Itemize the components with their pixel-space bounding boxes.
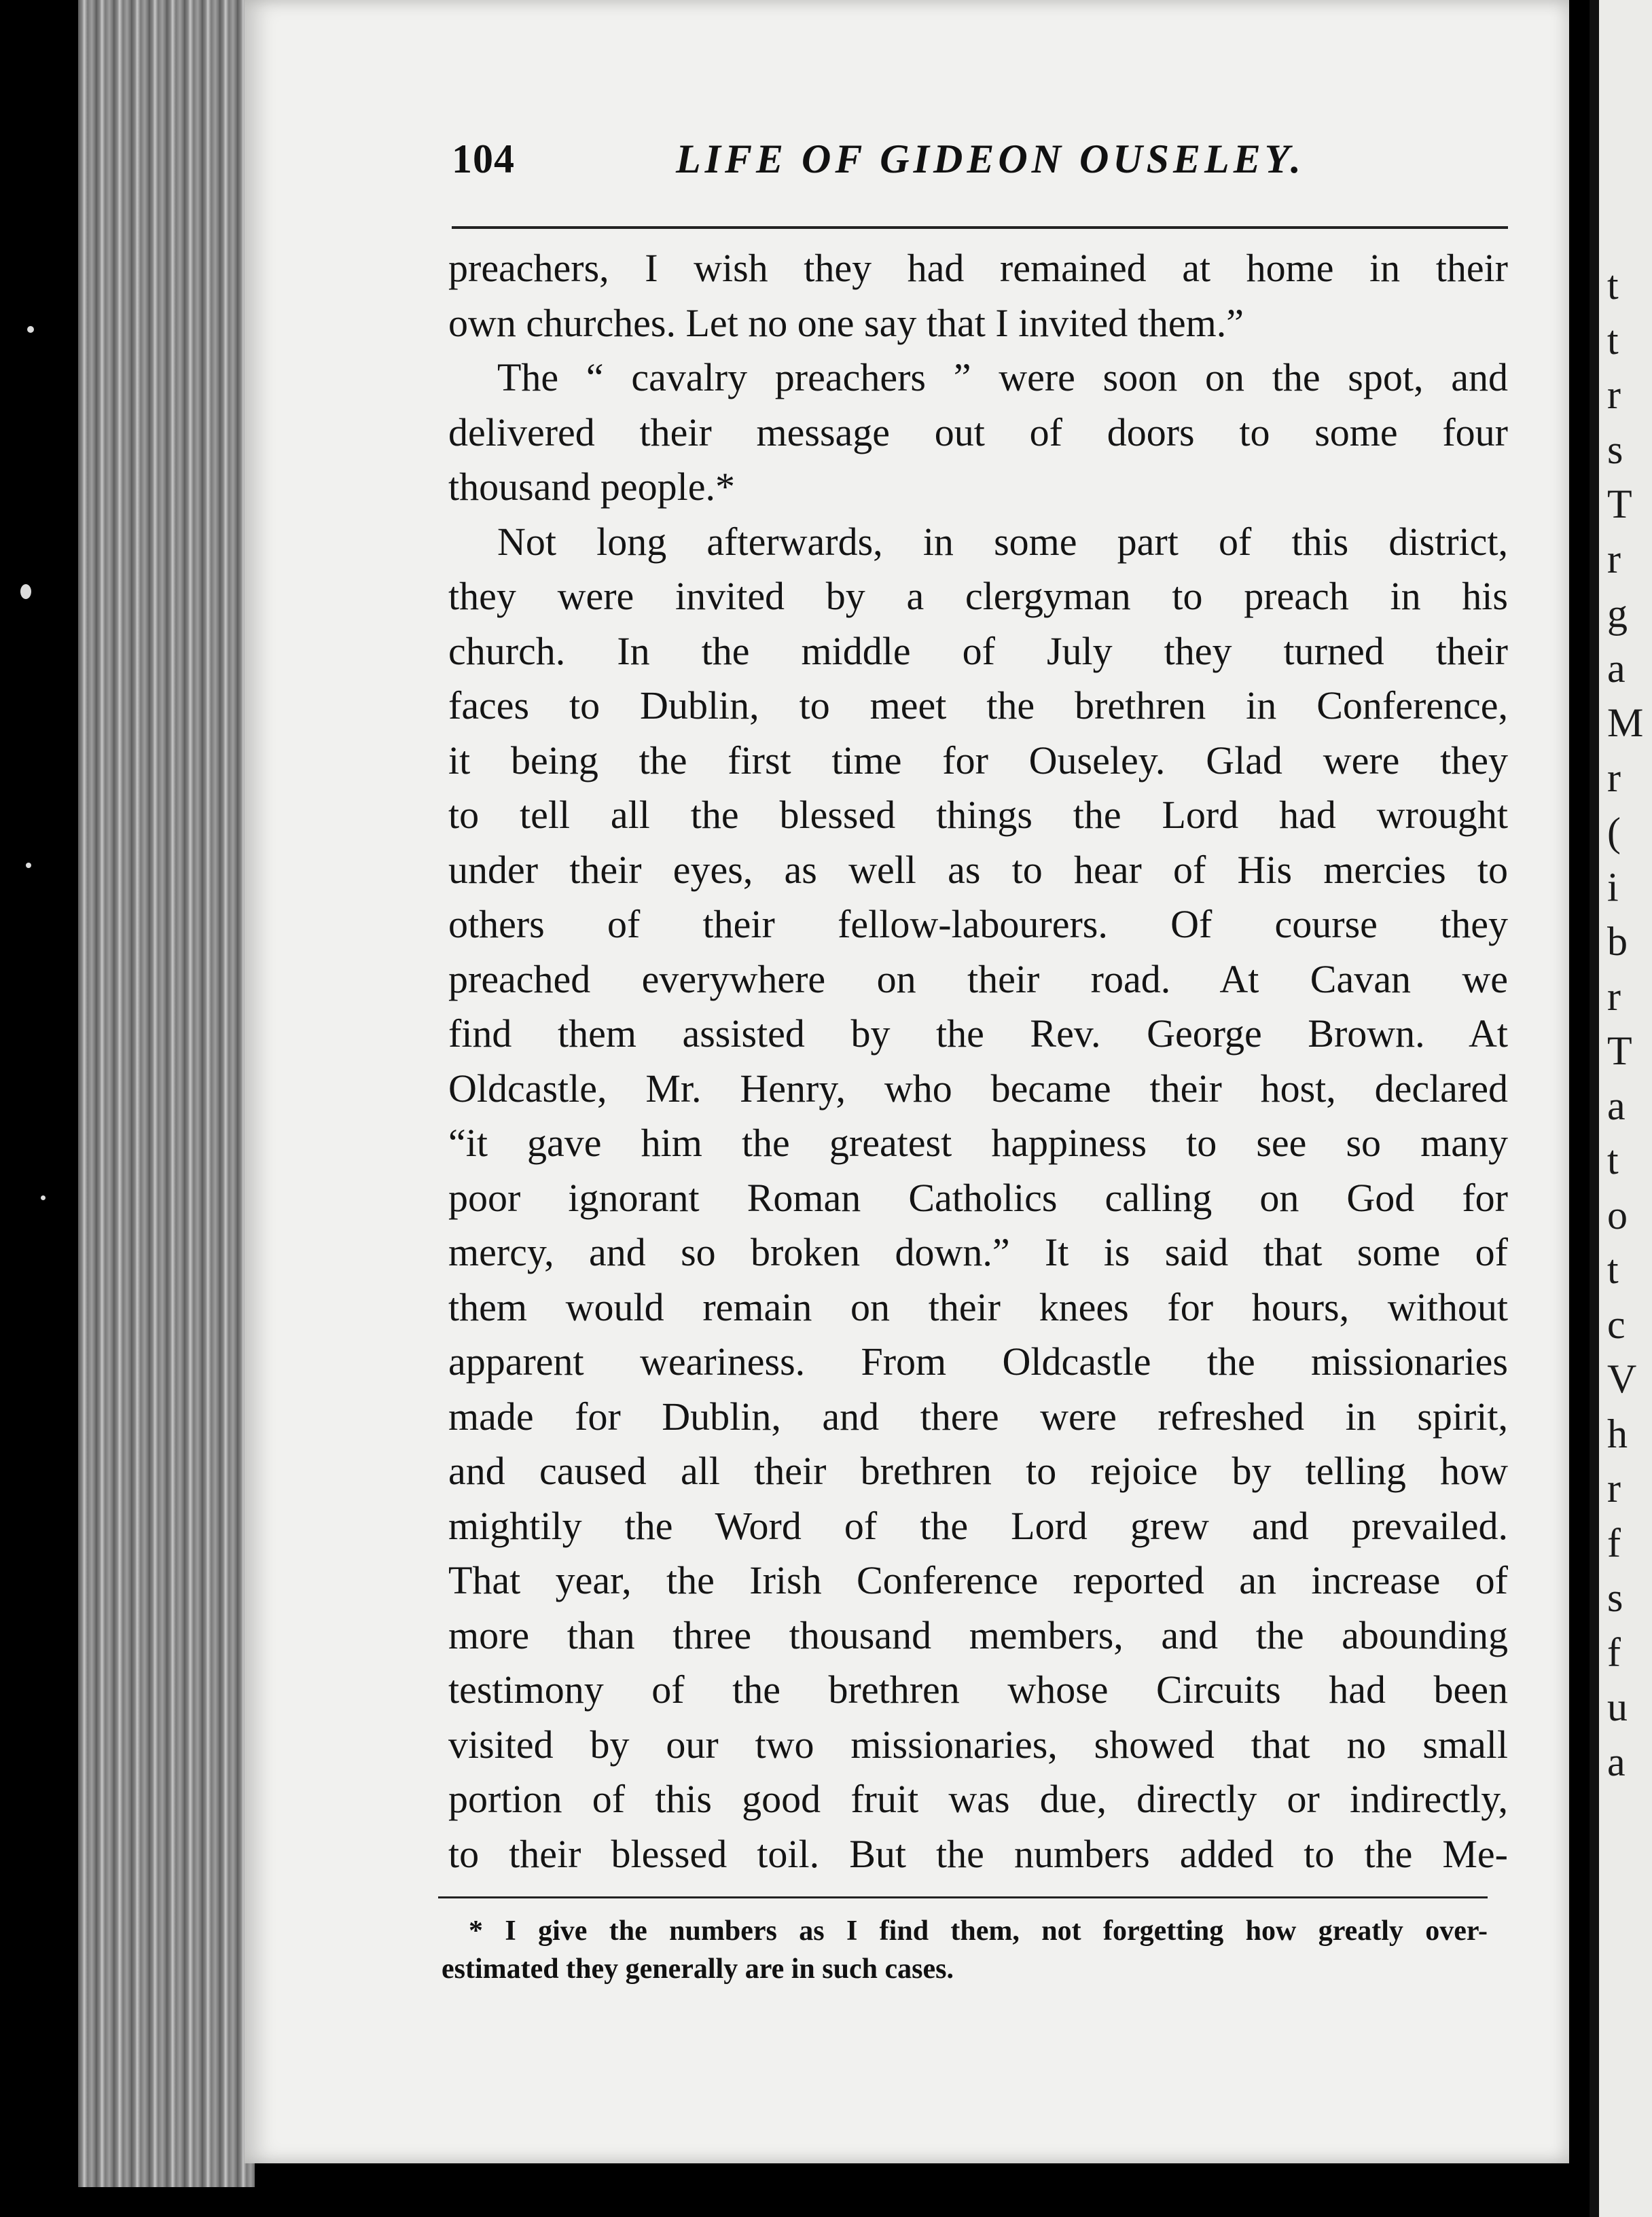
- text-line: they were invited by a clergyman to preach in his: [448, 574, 1508, 618]
- text-line: church. In the middle of July they turned their: [448, 628, 1508, 673]
- body-text: [448, 241, 1508, 1881]
- text-line: to their blessed toil. But the numbers added to the Me-: [448, 1831, 1508, 1876]
- facing-page-letter: t: [1607, 1138, 1619, 1183]
- facing-page-letter: r: [1607, 372, 1621, 417]
- text-line: to tell all the blessed things the Lord had wrought: [448, 793, 1508, 837]
- text-line: The “ cavalry preachers ” were soon on the spot, and: [497, 355, 1508, 399]
- footnote-rule: [438, 1896, 1488, 1898]
- text-line: them would remain on their knees for hours, without: [448, 1284, 1508, 1329]
- facing-page-letter: r: [1607, 755, 1621, 800]
- text-line: mercy, and so broken down.” It is said that some of: [448, 1230, 1508, 1274]
- facing-page-letter: b: [1607, 919, 1628, 964]
- footnote: [442, 1912, 1488, 1988]
- facing-page-letter: r: [1607, 973, 1621, 1019]
- facing-page-letter: c: [1607, 1301, 1626, 1347]
- text-line: own churches. Let no one say that I invited them.”: [448, 300, 1244, 345]
- text-line: find them assisted by the Rev. George Brown. At: [448, 1011, 1508, 1056]
- text-line: delivered their message out of doors to some four: [448, 410, 1508, 454]
- text-line: more than three thousand members, and the abounding: [448, 1612, 1508, 1657]
- text-line: poor ignorant Roman Catholics calling on God for: [448, 1175, 1508, 1220]
- text-line: “it gave him the greatest happiness to see so many: [448, 1121, 1508, 1165]
- facing-page-letter: r: [1607, 536, 1621, 581]
- running-head: [452, 136, 1484, 204]
- facing-page-letter: g: [1607, 591, 1628, 636]
- text-line: others of their fellow-labourers. Of course they: [448, 902, 1508, 946]
- text-line: made for Dublin, and there were refreshed in spirit,: [448, 1394, 1508, 1439]
- text-line: and caused all their brethren to rejoice by telling how: [448, 1449, 1508, 1493]
- facing-page-letter: a: [1607, 645, 1626, 691]
- facing-page-edge: [1590, 0, 1652, 2217]
- text-line: visited by our two missionaries, showed that no small: [448, 1722, 1508, 1767]
- facing-page-letter: s: [1607, 427, 1623, 472]
- text-line: portion of this good fruit was due, directly or indirectly,: [448, 1777, 1508, 1821]
- facing-page-letter: f: [1607, 1520, 1621, 1566]
- facing-page-letter: M: [1607, 700, 1644, 745]
- text-line: it being the first time for Ouseley. Glad were they: [448, 738, 1508, 782]
- text-line: faces to Dublin, to meet the brethren in Conference,: [448, 683, 1508, 727]
- scan-speck: [41, 1195, 46, 1200]
- text-line: mightily the Word of the Lord grew and prevailed.: [448, 1503, 1508, 1548]
- text-line: Oldcastle, Mr. Henry, who became their host, declared: [448, 1066, 1508, 1111]
- text-line: testimony of the brethren whose Circuits had been: [448, 1668, 1508, 1712]
- text-line: under their eyes, as well as to hear of His mercies to: [448, 847, 1508, 892]
- page-gutter-shadow: [1590, 0, 1599, 2217]
- facing-page-letter: T: [1607, 482, 1632, 526]
- facing-page-letter: V: [1607, 1356, 1637, 1401]
- scan-speck: [20, 584, 31, 599]
- footnote-line: estimated they generally are in such cases.: [442, 1953, 954, 1985]
- facing-page-letter: r: [1607, 1466, 1621, 1511]
- running-title: LIFE OF GIDEON OUSELEY.: [676, 137, 1305, 181]
- facing-page-letter: i: [1607, 864, 1619, 909]
- facing-page-letter: u: [1607, 1684, 1628, 1729]
- text-line: preached everywhere on their road. At Cavan we: [448, 956, 1508, 1001]
- text-line: apparent weariness. From Oldcastle the missionaries: [448, 1339, 1508, 1384]
- facing-page-letter: s: [1607, 1575, 1623, 1620]
- facing-page-letter: h: [1607, 1411, 1628, 1456]
- scan-speck: [27, 326, 34, 333]
- text-line: thousand people.*: [448, 465, 736, 509]
- text-line: Not long afterwards, in some part of this district,: [497, 519, 1508, 564]
- facing-page-letter: a: [1607, 1739, 1626, 1784]
- facing-page-letter: a: [1607, 1083, 1626, 1128]
- facing-page-letter: t: [1607, 263, 1619, 308]
- text-line: preachers, I wish they had remained at home in their: [448, 246, 1508, 290]
- footnote-line: * I give the numbers as I find them, not forgetting how greatly over-: [469, 1915, 1488, 1947]
- page-stack-edges: [78, 0, 255, 2187]
- facing-page-letter: f: [1607, 1629, 1621, 1675]
- facing-page-letter: t: [1607, 1247, 1619, 1292]
- facing-page-letter: t: [1607, 317, 1619, 363]
- page-number: 104: [452, 137, 515, 181]
- header-rule: [452, 226, 1508, 229]
- facing-page-letter: o: [1607, 1192, 1628, 1238]
- scan-speck: [26, 863, 31, 868]
- facing-page-letter: (: [1607, 810, 1621, 854]
- facing-page-letter: T: [1607, 1028, 1632, 1073]
- text-line: That year, the Irish Conference reported an increase of: [448, 1558, 1508, 1602]
